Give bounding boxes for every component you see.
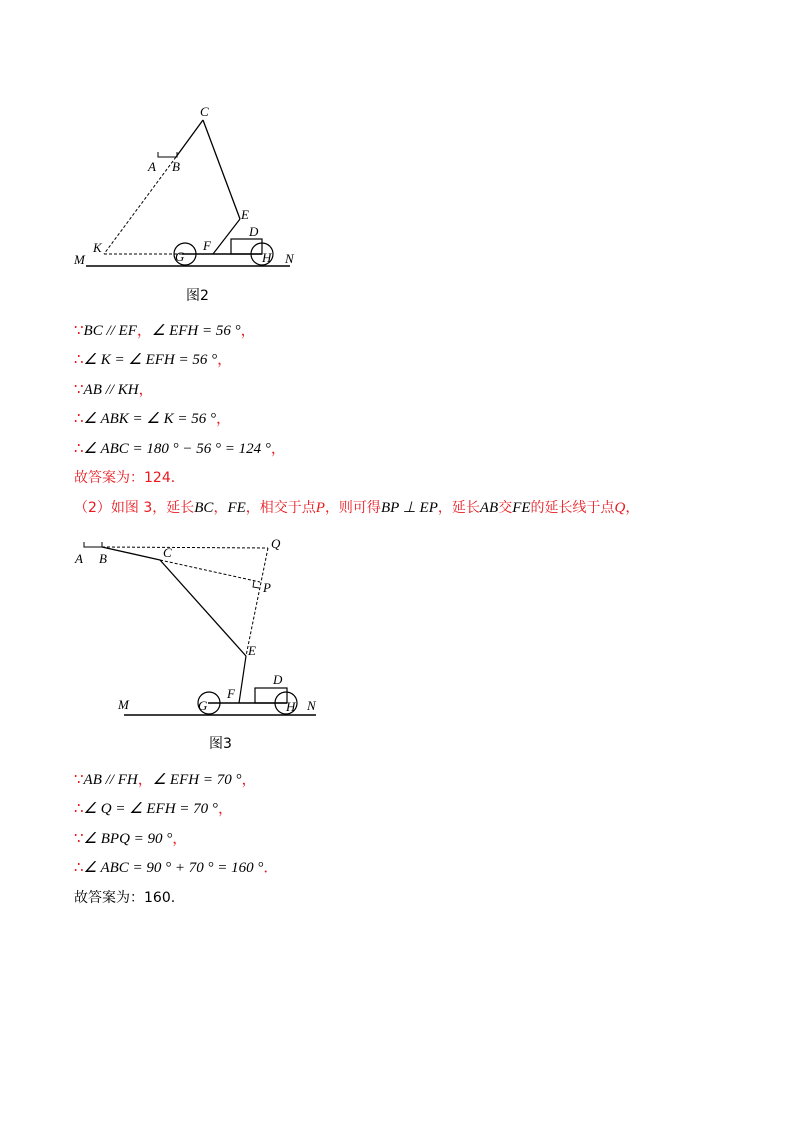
label-q: Q xyxy=(271,536,281,551)
label-d: D xyxy=(273,672,283,687)
label-a: A xyxy=(75,551,83,566)
label-f: F xyxy=(227,686,235,701)
part1-line-2: ∴∠ K = ∠ EFH = 56 °， xyxy=(74,352,233,368)
label-m: M xyxy=(74,252,85,267)
label-h: H xyxy=(262,250,272,265)
part1-answer: 故答案为：124． xyxy=(74,470,185,486)
label-d: D xyxy=(249,224,259,239)
label-e: E xyxy=(248,643,256,658)
part2-answer: 故答案为：160. xyxy=(74,890,176,906)
segment-ec xyxy=(203,120,240,219)
dashed-cp xyxy=(160,560,260,582)
figure-2-caption: 图2 xyxy=(186,288,209,304)
box-d xyxy=(231,239,262,254)
label-p: P xyxy=(263,580,271,595)
label-m: M xyxy=(118,697,129,712)
part2-line-1: ∵AB // FH，∠ EFH = 70 °， xyxy=(74,772,257,788)
part1-line-4: ∴∠ ABK = ∠ K = 56 °， xyxy=(74,411,232,427)
part2-line-4: ∴∠ ABC = 90 ° + 70 ° = 160 °． xyxy=(74,860,279,876)
part1-line-5: ∴∠ ABC = 180 ° − 56 ° = 124 °， xyxy=(74,441,286,457)
box-d xyxy=(255,688,287,703)
label-c: C xyxy=(163,545,172,560)
dashed-bk xyxy=(104,157,176,254)
label-n: N xyxy=(285,251,294,266)
figure-2 xyxy=(70,100,310,275)
segment-cb xyxy=(102,547,160,560)
label-f: F xyxy=(203,238,211,253)
label-b: B xyxy=(99,551,107,566)
part2-line-2: ∴∠ Q = ∠ EFH = 70 °， xyxy=(74,801,233,817)
dashed-bq xyxy=(102,547,268,548)
segment-fe xyxy=(239,656,246,703)
dashed-qe xyxy=(246,548,268,656)
label-a: A xyxy=(148,159,156,174)
part2-intro: （2）如图 3，延长BC，FE，相交于点P，则可得BP ⊥ EP，延长AB交FE的延长线于点Q， xyxy=(74,500,640,516)
label-h: H xyxy=(286,699,296,714)
segment-ec xyxy=(160,560,246,656)
segment-cb xyxy=(176,120,203,157)
label-g: G xyxy=(175,249,185,264)
figure-3-caption: 图3 xyxy=(209,736,232,752)
part1-line-1: ∵BC // EF，∠ EFH = 56 °， xyxy=(74,323,256,339)
label-k: K xyxy=(93,240,102,255)
part1-line-3: ∵AB // KH， xyxy=(74,382,154,398)
label-g: G xyxy=(198,698,208,713)
segment-ab xyxy=(84,542,102,547)
segment-ab xyxy=(158,152,177,157)
label-e: E xyxy=(241,207,249,222)
label-b: B xyxy=(172,159,180,174)
label-n: N xyxy=(307,698,316,713)
part2-line-3: ∵∠ BPQ = 90 °， xyxy=(74,831,188,847)
label-c: C xyxy=(200,104,209,119)
segment-fe xyxy=(213,219,240,254)
figure-3 xyxy=(70,533,330,723)
